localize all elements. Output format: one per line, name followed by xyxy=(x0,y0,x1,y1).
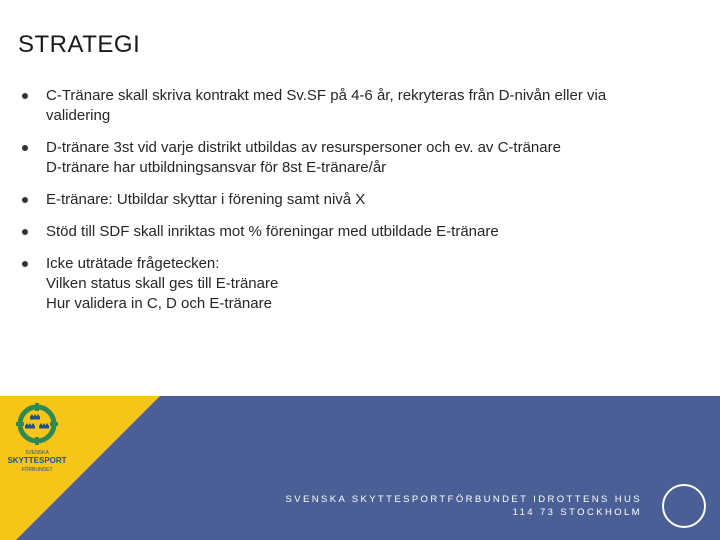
bullet-text xyxy=(46,138,561,178)
bullet-line: D-tränare har utbildningsansvar för 8st E-tränare/år xyxy=(46,159,387,176)
bullet-list xyxy=(22,86,662,314)
bullet-line: validering xyxy=(46,107,111,124)
slide-title: STRATEGI xyxy=(18,31,141,58)
bullet-line: Icke uträtade frågetecken: xyxy=(46,255,220,272)
circle-outline-icon xyxy=(662,484,706,528)
bullet-line: E-tränare: Utbildar skyttar i förening samt nivå X xyxy=(46,191,366,208)
bullet-line: Vilken status skall ges till E-tränare xyxy=(46,275,279,292)
bullet-text xyxy=(46,86,606,126)
bullet-dot-icon xyxy=(22,197,28,203)
bullet-dot-icon xyxy=(22,229,28,235)
logo-text-main: SKYTTESPORT xyxy=(7,456,67,465)
bullet-text xyxy=(46,254,278,314)
bullet-line: C-Tränare skall skriva kontrakt med Sv.SF på 4-6 år, rekryteras från D-nivån eller via xyxy=(46,87,607,104)
bullet-text xyxy=(46,190,365,210)
bullet-line: Hur validera in C, D och E-tränare xyxy=(46,295,272,312)
logo-text-top: SVENSKA xyxy=(25,450,49,456)
logo-text-bottom: FÖRBUNDET xyxy=(21,467,53,473)
bullet-item xyxy=(22,222,662,242)
footer-address xyxy=(286,493,642,519)
bullet-dot-icon xyxy=(22,145,28,151)
three-crowns-icon xyxy=(25,414,49,429)
bullet-line: Stöd till SDF skall inriktas mot % föreningar med utbildade E-tränare xyxy=(46,223,499,240)
federation-logo xyxy=(6,402,68,482)
bullet-item xyxy=(22,86,662,126)
bullet-dot-icon xyxy=(22,261,28,267)
bullet-dot-icon xyxy=(22,93,28,99)
bullet-item xyxy=(22,254,662,314)
bullet-text xyxy=(46,222,499,242)
bullet-line: D-tränare 3st vid varje distrikt utbildas av resurspersoner och ev. av C-tränare xyxy=(46,139,561,156)
crosshair-icon xyxy=(16,403,58,445)
footer-line-organization: SVENSKA SKYTTESPORTFÖRBUNDET IDROTTENS HUS xyxy=(285,494,642,505)
bullet-item xyxy=(22,138,662,178)
bullet-item xyxy=(22,190,662,210)
footer-line-city: 114 73 STOCKHOLM xyxy=(512,507,642,518)
